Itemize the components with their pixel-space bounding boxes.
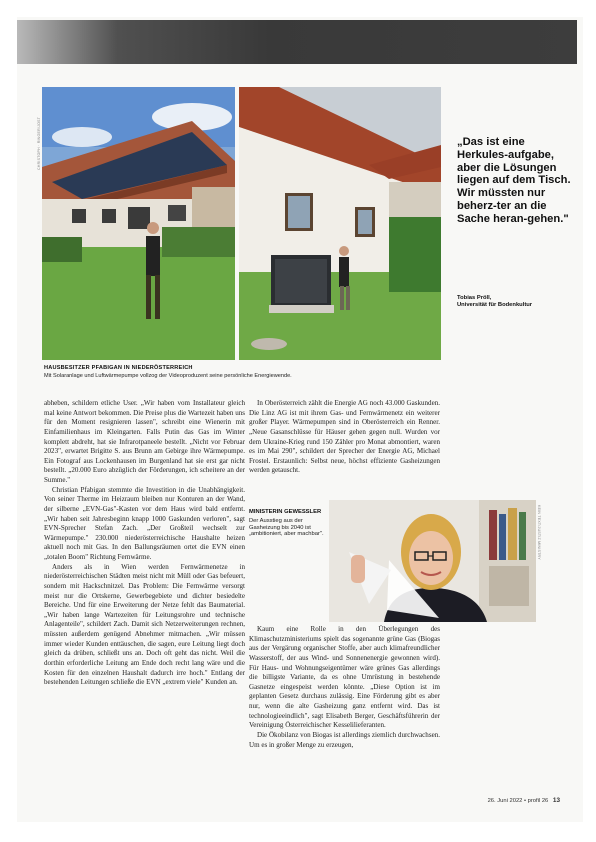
article-column-2-bottom <box>249 625 440 750</box>
article-column-2-top <box>249 399 440 476</box>
page-footer <box>488 797 560 804</box>
paragraph: Christian Pfabigan stemmte die Investition in die Unabhängigkeit. Von seiner Therme im Heizraum bleiben nur Konturen an der Wand, der silberne „EVN-Gas"-Kasten vor dem Haus wird bald entfernt. „Wir haben seit Jahresbeginn knapp 1000 Gaskunden verloren", sagt EVN-Sprecher Stefan Zach. „Der Großteil wechselt zur Wärmepumpe." 230.000 niederösterreichische Haushalte heizen aktuell noch mit Gas. In den Ballungsräumen ortet die EVN einen „totalen Boom" Richtung Fernwärme. <box>44 485 245 561</box>
paragraph: Kaum eine Rolle in den Überlegungen des Klimaschutzministeriums spielt das sogenannte grüne Gas (Biogas aus der Vergärung organischer Stoffe, aber auch klimafreundlicher Wasserstoff, der aus Wind- und Sonnenenergie gewonnen wird). Für Haus- und Wohnungseigentümer wäre grünes Gas allerdings die billigste Variante, da es ohne Umrüstung in bestehende Gasnetze eingespeist werden könnte. „Diese Option ist im geplanten Gesetz durchaus zulässig. Eine Förderung gibt es aber nur, wenn die alte Gasheizung ganz entfernt wird. Das ist technologieeindlich", sagt Elisabeth Berger, Geschäftsführerin der Vereinigung Österreichischer Kesselilieferanten. <box>249 625 440 730</box>
article-column-1 <box>44 399 245 688</box>
header-bar <box>17 20 577 64</box>
attribution-role: Universität für Bodenkultur <box>457 302 533 309</box>
photo-caption-title: HAUSBESITZER PFABIGAN IN NIEDERÖSTERREICH <box>44 365 193 371</box>
pull-quote-attribution <box>457 295 567 310</box>
photo-heat-pump <box>239 87 441 360</box>
attribution-name: Tobias Pröll, <box>457 295 492 301</box>
photo-caption-text: Mit Solaranlage und Luftwärmepumpe vollzog der Videoproduzent seine persönliche Energiewende. <box>44 373 292 379</box>
paragraph: Anders als in Wien werden Fernwärmenetze in niederösterreichischen Städten meist nicht mit Müll oder Gas befeuert, sondern mit Hackschnitzel. Das Problem: Die Fernwärme versorgt meist nur die Ortskerne, Gewerbegebiete und dichter besiedelte Bereiche. Und für eine Erweiterung der Netze fehlt das Baumaterial. „Wir haben lange Wartezeiten für Leitungsrohre und technische Anlagenteile", schildert Zach. Damit sich Netzerweiterungen rechnen, müssten außerdem genügend Abnehmer mitmachen. „Wir müssen immer wieder Kunden enttäuschen, die sagen, eure Leitung liegt doch gleich da drüben, schließt uns an. Doch oft geht das nicht. Weil die dorthin erforderliche Leitung am Ende doch recht lang wäre und die Kosten für den einzelnen Haushalt dadurch irre hoch." Entlang der bestehenden Leitungen schließe die EVN „extrem viele" Kunden an. <box>44 562 245 687</box>
minister-caption <box>249 509 327 538</box>
photo-credit: CHRISTOPH · RINGER/JOST <box>37 116 41 170</box>
photo-credit: KEIN TEXT/JUSTIZ MINISTRY <box>537 505 541 560</box>
photo-minister <box>329 500 536 622</box>
footer-date-publication: 26. Juni 2022 • profil 26 <box>487 798 549 804</box>
photo-house-solar <box>42 87 235 360</box>
pull-quote: „Das ist eine Herkules-aufgabe, aber die Lösungen liegen auf dem Tisch. Wir müssten nur beherz-ter an die Sache heran-gehen." <box>457 136 571 225</box>
paragraph: Die Ökobilanz von Biogas ist allerdings ziemlich durchwachsen. Um es in großer Menge zu erzeugen, <box>249 730 440 749</box>
minister-caption-title: MINISTERIN GEWESSLER <box>249 509 322 515</box>
minister-caption-text: Der Ausstieg aus der Gasheizung bis 2040 ist „ambitioniert, aber machbar". <box>249 517 324 538</box>
paragraph: In Oberösterreich zählt die Energie AG noch 43.000 Gaskunden. Die Linz AG ist mit ihrem Gas- und Fernwärmenetz ein weiterer großer Player. Wärmepumpen sind in Oberösterreich ein Renner. „Neue Gasanschlüsse für Häuser gehen gegen null. Wurden vor dem Ukraine-Krieg rund 150 Zähler pro Monat abmontiert, waren es im Mai 290", schildert der Sprecher der Energie AG, Michael Frostel. Erstaunlich: Selbst neue, höchst effiziente Gasheizungen werden getauscht. <box>249 399 440 475</box>
paragraph: abheben, schildern etliche User. „Wir haben vom Installateur gleich mal keine Antwort bekommen. Die Preise plus die Wartezeit haben uns für den Moment resignieren lassen", schreibt eine Wienerin mit Einfamilienhaus im Kleingarten. Falls Putin das Gas im Winter komplett abdreht, hat sie Infrarotpaneele bestellt. „Nicht vor Februar 2023", erwartet Brigitte S. aus Brunn am Gebirge ihre Wärmepumpe. Ein Fotograf aus Lockenhausen im Burgenland hat sie erst gar nicht bestellt. „20.000 Euro abzüglich der Förderungen, ich scheitere an der Summe." <box>44 399 245 484</box>
page-number: 13 <box>552 797 560 804</box>
